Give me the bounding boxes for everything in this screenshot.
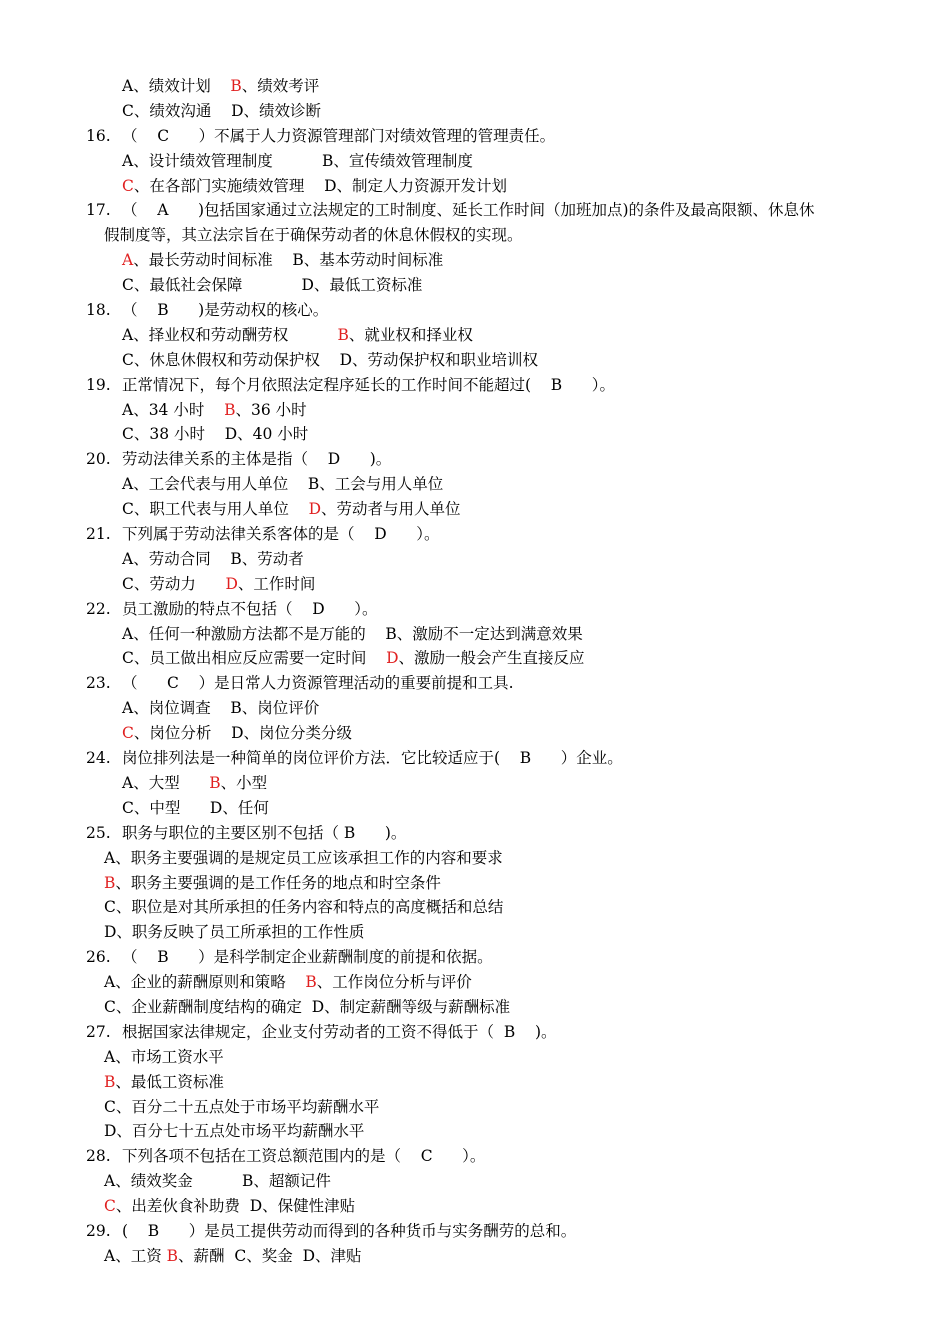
line-text: C、劳动力 xyxy=(122,574,226,593)
text-line xyxy=(0,1194,950,1219)
text-line xyxy=(0,1119,950,1144)
question-line xyxy=(0,298,950,323)
option-line xyxy=(0,696,950,721)
line-text: 正常情况下，每个月依照法定程序延长的工作时间不能超过( B ）。 xyxy=(122,375,615,394)
line-text: 、工作时间 xyxy=(237,574,316,593)
answer-letter: B xyxy=(166,1246,179,1265)
text-line xyxy=(0,871,950,896)
line-text: 岗位排列法是一种简单的岗位评价方法．它比较适应于( B ）企业。 xyxy=(122,749,623,768)
line-text: A、职务主要强调的是规定员工应该承担工作的内容和要求 xyxy=(104,848,503,867)
line-text: A、企业的薪酬原则和策略 xyxy=(104,973,306,992)
option-line xyxy=(0,348,950,373)
line-text: 、出差伙食补助费 D、保健性津贴 xyxy=(115,1197,356,1216)
answer-letter: D xyxy=(308,500,322,519)
line-text: （ C ）是日常人力资源管理活动的重要前提和工具. xyxy=(122,674,514,693)
text-line xyxy=(0,995,950,1020)
line-text: A、任何一种激励方法都不是万能的 B、激励不一定达到满意效果 xyxy=(122,624,583,643)
line-text: C、休息休假权和劳动保护权 D、劳动保护权和职业培训权 xyxy=(122,350,538,369)
line-text: C、职工代表与用人单位 xyxy=(122,500,309,519)
line-text: 职务与职位的主要区别不包括（ B )。 xyxy=(122,823,407,842)
answer-letter: B xyxy=(230,77,242,95)
line-text: 、激励一般会产生直接反应 xyxy=(398,649,585,668)
option-line xyxy=(0,472,950,497)
text-line xyxy=(0,1169,950,1194)
line-text: A、岗位调查 B、岗位评价 xyxy=(122,699,320,718)
text-line xyxy=(0,1244,950,1269)
question-line xyxy=(0,945,950,970)
line-text: C、中型 D、任何 xyxy=(122,798,269,817)
question-number: 19. xyxy=(86,375,111,394)
line-text: 根据国家法律规定，企业支付劳动者的工资不得低于（ B )。 xyxy=(122,1022,557,1041)
question-line xyxy=(0,522,950,547)
answer-letter: C xyxy=(122,724,134,743)
question-line xyxy=(0,1144,950,1169)
line-text: C、绩效沟通 D、绩效诊断 xyxy=(122,101,321,120)
question-number: 18. xyxy=(86,301,111,320)
line-text: C、员工做出相应反应需要一定时间 xyxy=(122,649,387,668)
line-text: D、百分七十五点处市场平均薪酬水平 xyxy=(104,1122,365,1141)
line-text: 、最低工资标准 xyxy=(115,1072,224,1091)
text-line xyxy=(0,920,950,945)
line-text: D、职务反映了员工所承担的工作性质 xyxy=(104,923,365,942)
question-number: 26. xyxy=(86,948,111,967)
question-number: 24. xyxy=(86,749,111,768)
text-line xyxy=(0,895,950,920)
line-text: A、绩效奖金 B、超额记件 xyxy=(104,1172,331,1191)
question-line xyxy=(0,198,950,223)
answer-letter: A xyxy=(122,251,134,270)
line-text: A、大型 xyxy=(122,773,210,792)
line-text: A、工会代表与用人单位 B、工会与用人单位 xyxy=(122,475,444,494)
option-line xyxy=(0,622,950,647)
question-number: 17. xyxy=(86,201,111,220)
question-number: 27. xyxy=(86,1022,111,1041)
option-line xyxy=(0,547,950,572)
option-line xyxy=(0,99,950,124)
line-text: 、绩效考评 xyxy=(241,77,320,95)
option-line xyxy=(0,174,950,199)
option-line xyxy=(0,74,950,99)
answer-letter: B xyxy=(305,973,317,992)
option-line xyxy=(0,273,950,298)
option-line xyxy=(0,572,950,597)
line-text: 、劳动者与用人单位 xyxy=(321,500,461,519)
question-number: 16. xyxy=(86,126,111,145)
answer-letter: B xyxy=(209,773,221,792)
answer-letter: C xyxy=(122,176,134,195)
text-line xyxy=(0,970,950,995)
answer-letter: C xyxy=(104,1197,116,1216)
option-line xyxy=(0,646,950,671)
answer-letter: B xyxy=(224,400,236,419)
option-line xyxy=(0,149,950,174)
line-text: A、择业权和劳动酬劳权 xyxy=(122,325,338,344)
question-number: 25. xyxy=(86,823,111,842)
question-number: 28. xyxy=(86,1147,111,1166)
line-text: 、36 小时 xyxy=(235,400,307,419)
line-text: C、38 小时 D、40 小时 xyxy=(122,425,309,444)
question-line xyxy=(0,1219,950,1244)
question-line xyxy=(0,597,950,622)
line-text: A、市场工资水平 xyxy=(104,1047,224,1066)
text-line xyxy=(0,223,950,248)
line-text: A、设计绩效管理制度 B、宣传绩效管理制度 xyxy=(122,151,473,170)
option-line xyxy=(0,771,950,796)
answer-letter: D xyxy=(386,649,399,668)
question-line xyxy=(0,124,950,149)
line-text: 下列各项不包括在工资总额范围内的是（ C ）。 xyxy=(122,1147,486,1166)
question-number: 20. xyxy=(86,450,111,469)
question-number: 29. xyxy=(86,1221,111,1240)
line-text: C、最低社会保障 D、最低工资标准 xyxy=(122,276,423,295)
answer-letter: B xyxy=(104,1072,116,1091)
text-line xyxy=(0,846,950,871)
option-line xyxy=(0,248,950,273)
option-line xyxy=(0,497,950,522)
line-text: 下列属于劳动法律关系客体的是（ D ）。 xyxy=(122,525,440,544)
answer-letter: B xyxy=(104,873,116,892)
line-text: （ A )包括国家通过立法规定的工时制度、延长工作时间（加班加点)的条件及最高限额、休息休 xyxy=(122,201,815,220)
question-number: 22. xyxy=(86,599,111,618)
question-line xyxy=(0,447,950,472)
question-number: 21. xyxy=(86,525,111,544)
line-text: 、岗位分析 D、岗位分类分级 xyxy=(133,724,353,743)
line-text: C、企业薪酬制度结构的确定 D、制定薪酬等级与薪酬标准 xyxy=(104,997,511,1016)
option-line xyxy=(0,721,950,746)
line-text: （ B ）是科学制定企业薪酬制度的前提和依据。 xyxy=(122,948,493,967)
line-text: A、劳动合同 B、劳动者 xyxy=(122,549,304,568)
option-line xyxy=(0,323,950,348)
answer-letter: D xyxy=(225,574,238,593)
line-text: 、在各部门实施绩效管理 D、制定人力资源开发计划 xyxy=(133,176,508,195)
line-text: C、百分二十五点处于市场平均薪酬水平 xyxy=(104,1097,380,1116)
question-line xyxy=(0,373,950,398)
line-text: 、就业权和择业权 xyxy=(348,325,473,344)
option-line xyxy=(0,796,950,821)
line-text: 、工作岗位分析与评价 xyxy=(316,973,472,992)
line-text: 、薪酬 C、奖金 D、津贴 xyxy=(178,1246,362,1265)
line-text: 员工激励的特点不包括（ D ）。 xyxy=(122,599,378,618)
line-text: 、最长劳动时间标准 B、基本劳动时间标准 xyxy=(133,251,444,270)
question-line xyxy=(0,671,950,696)
question-line xyxy=(0,1020,950,1045)
line-text: A、工资 xyxy=(104,1246,167,1265)
line-text: 、小型 xyxy=(220,773,268,792)
option-line xyxy=(0,422,950,447)
line-text: ( B ）是员工提供劳动而得到的各种货币与实务酬劳的总和。 xyxy=(122,1221,577,1240)
line-text: A、34 小时 xyxy=(122,400,225,419)
line-text: （ B )是劳动权的核心。 xyxy=(122,301,329,320)
text-line xyxy=(0,1095,950,1120)
line-text: 劳动法律关系的主体是指（ D )。 xyxy=(122,450,392,469)
line-text: A、绩效计划 xyxy=(122,77,231,95)
line-text: 假制度等，其立法宗旨在于确保劳动者的休息休假权的实现。 xyxy=(104,226,523,245)
answer-letter: B xyxy=(337,325,349,344)
question-line xyxy=(0,746,950,771)
line-text: （ C ）不属于人力资源管理部门对绩效管理的管理责任。 xyxy=(122,126,556,145)
text-line xyxy=(0,1045,950,1070)
option-line xyxy=(0,398,950,423)
line-text: 、职务主要强调的是工作任务的地点和时空条件 xyxy=(115,873,441,892)
line-text: C、职位是对其所承担的任务内容和特点的高度概括和总结 xyxy=(104,898,504,917)
document-body xyxy=(0,74,950,1269)
question-line xyxy=(0,821,950,846)
question-number: 23. xyxy=(86,674,111,693)
text-line xyxy=(0,1070,950,1095)
